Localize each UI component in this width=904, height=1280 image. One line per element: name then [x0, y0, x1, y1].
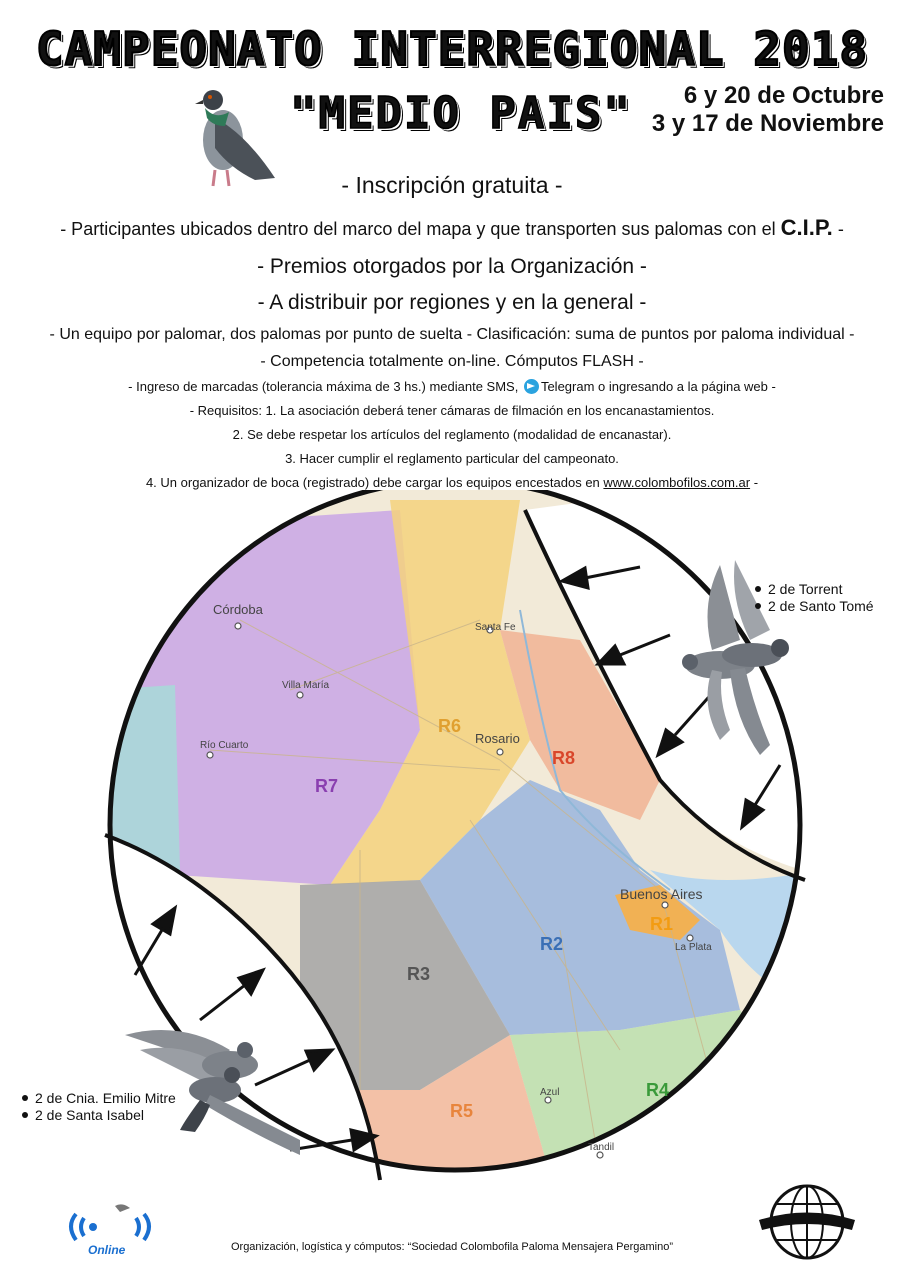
telegram-icon	[524, 379, 539, 394]
info-requirement-4: 4. Un organizador de boca (registrado) debe cargar los equipos encestados en www.colombofilos.com.ar -	[145, 475, 759, 490]
city-rosario: Rosario	[475, 731, 520, 746]
region-label-r6: R6	[438, 716, 462, 736]
info-online: - Competencia totalmente on-line. Cómputos FLASH -	[260, 353, 644, 370]
info-registration: - Inscripción gratuita -	[341, 172, 563, 198]
info-requirement-1: - Requisitos: 1. La asociación deberá tener cámaras de filmación en los encanastamientos.	[189, 403, 715, 418]
region-label-r8: R8	[552, 748, 576, 768]
legend-item: 2 de Santa Isabel	[22, 1107, 176, 1124]
city-cordoba: Córdoba	[213, 602, 263, 617]
legend-item: 2 de Cnia. Emilio Mitre	[22, 1090, 176, 1107]
legend-item: 2 de Santo Tomé	[755, 598, 874, 615]
region-label-r7: R7	[315, 776, 339, 796]
dates-october: 6 y 20 de Octubre	[683, 82, 884, 109]
info-requirement-2: 2. Se debe respetar los artículos del reglamento (modalidad de encanastar).	[232, 427, 672, 442]
region-label-r2: R2	[540, 934, 564, 954]
release-points-left	[22, 1090, 176, 1124]
city-buenosaires: Buenos Aires	[620, 886, 703, 902]
cip-label: C.I.P.	[780, 215, 833, 240]
city-villamaria-dot	[297, 692, 303, 698]
online-logo-text: Online	[88, 1243, 126, 1257]
website-link[interactable]: www.colombofilos.com.ar	[603, 475, 751, 490]
city-laplata: La Plata	[675, 942, 712, 953]
info-team-rules: - Un equipo por palomar, dos palomas por punto de suelta - Clasificación: suma de puntos por paloma individual -	[49, 326, 855, 343]
page-subtitle: "MEDIO PAIS"	[290, 88, 632, 139]
info-distribution: - A distribuir por regiones y en la general -	[257, 291, 647, 314]
page-title: CAMPEONATO INTERREGIONAL 2018	[35, 22, 869, 76]
region-label-r1: R1	[650, 914, 674, 934]
city-santafe: Santa Fe	[475, 622, 516, 633]
info-requirement-3: 3. Hacer cumplir el reglamento particular del campeonato.	[285, 451, 619, 466]
city-riocuarto-dot	[207, 752, 213, 758]
release-points-right	[755, 581, 874, 615]
city-villamaria: Villa María	[282, 680, 330, 691]
city-azul: Azul	[540, 1087, 560, 1098]
city-laplata-dot	[687, 935, 693, 941]
city-riocuarto: Río Cuarto	[200, 740, 249, 751]
footer-credits: Organización, logística y cómputos: “Sociedad Colombofila Paloma Mensajera Pergamino”	[230, 1241, 674, 1253]
info-marking: - Ingreso de marcadas (tolerancia máxima de 3 hs.) mediante SMS, Telegram o ingresando a la página web -	[128, 379, 776, 394]
city-buenosaires-dot	[662, 902, 668, 908]
legend-item: 2 de Torrent	[755, 581, 874, 598]
region-label-r5: R5	[450, 1101, 474, 1121]
city-cordoba-dot	[235, 623, 241, 629]
dates-november: 3 y 17 de Noviembre	[651, 110, 884, 137]
city-tandil: Tandil	[588, 1142, 615, 1153]
info-prizes: - Premios otorgados por la Organización -	[257, 255, 647, 278]
region-label-r4: R4	[646, 1080, 670, 1100]
event-dates	[652, 82, 884, 138]
city-rosario-dot	[497, 749, 503, 755]
region-label-r3: R3	[407, 964, 431, 984]
info-participants: - Participantes ubicados dentro del marco del mapa y que transporten sus palomas con el C.I.P. -	[60, 215, 844, 240]
